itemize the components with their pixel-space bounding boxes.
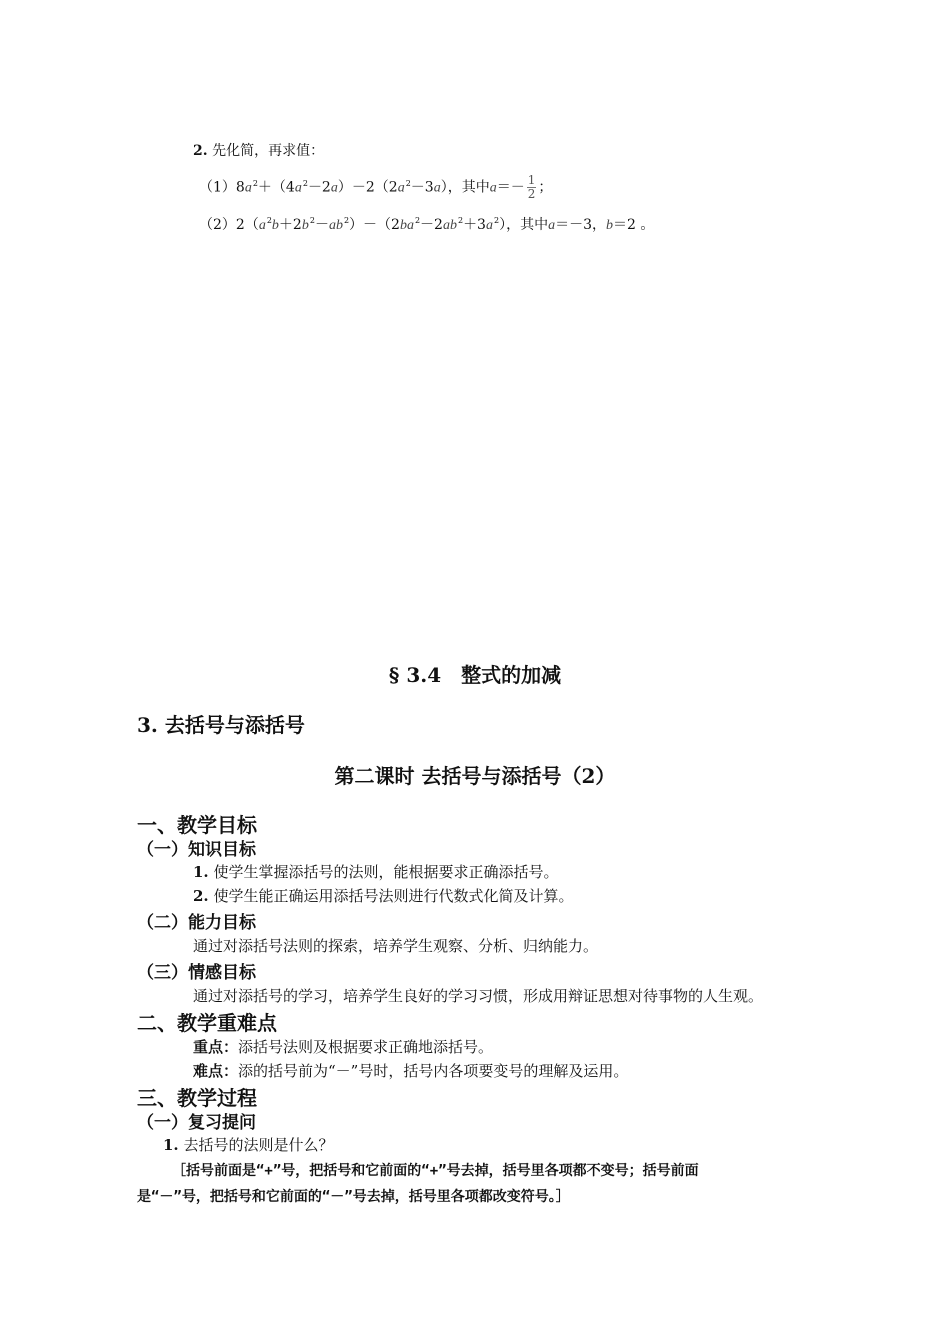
var-b: b — [271, 218, 279, 233]
expr-text: ＝－3， — [555, 217, 606, 233]
question-number: 1. — [163, 1136, 179, 1154]
difficulty-line — [193, 1060, 628, 1081]
emotion-heading: （三）情感目标 — [137, 963, 256, 983]
expr-text: － — [314, 217, 329, 233]
expr-text: －2 — [420, 217, 443, 233]
exponent: 2 — [343, 216, 350, 226]
problem-2-part-1 — [199, 174, 552, 201]
ability-heading: （二）能力目标 — [137, 913, 256, 933]
expr-text: （2）2（ — [199, 217, 259, 233]
knowledge-heading: （一）知识目标 — [137, 840, 256, 860]
exponent: 2 — [266, 216, 272, 226]
exponent: 2 — [405, 178, 411, 188]
var-a: a — [258, 218, 266, 233]
expr-text: －3 — [410, 179, 434, 196]
exponent: 2 — [302, 178, 308, 188]
item-text: 使学生能正确运用添括号法则进行代数式化简及计算。 — [213, 887, 574, 905]
item-text: 使学生掌握添括号的法则，能根据要求正确添括号。 — [213, 863, 559, 881]
fraction-denominator: 2 — [527, 187, 536, 201]
problem-2-part-2 — [199, 214, 654, 234]
focus-label: 重点： — [193, 1038, 239, 1056]
ability-text: 通过对添括号法则的探索，培养学生观察、分析、归纳能力。 — [193, 937, 599, 955]
var-b: b — [399, 218, 407, 233]
var-a: a — [244, 180, 252, 196]
expr-text: ＝－ — [496, 179, 525, 196]
var-a: a — [485, 218, 493, 233]
expr-text: （1）8 — [199, 179, 245, 196]
var-a: a — [328, 218, 336, 233]
problem-stem-text: 先化简，再求值： — [212, 143, 325, 159]
fraction-numerator: 1 — [527, 173, 536, 187]
focus-text: 添括号法则及根据要求正确地添括号。 — [238, 1038, 494, 1056]
var-b: b — [301, 218, 309, 233]
fraction — [527, 174, 537, 201]
emotion-text: 通过对添括号的学习，培养学生良好的学习习惯，形成用辩证思想对待事物的人生观。 — [193, 987, 764, 1005]
knowledge-item — [193, 861, 558, 882]
difficulty-label: 难点： — [193, 1062, 239, 1080]
objectives-heading: 一、教学目标 — [137, 813, 257, 837]
review-question — [163, 1134, 333, 1155]
expr-text: ＋2 — [278, 217, 302, 233]
var-b: b — [606, 218, 613, 233]
item-number: 2. — [193, 887, 209, 905]
review-heading: （一）复习提问 — [137, 1113, 256, 1133]
expr-text: －2 — [307, 179, 331, 196]
section-title: § 3.4 整式的加减 — [388, 663, 562, 687]
expr-text: ），其中 — [440, 179, 490, 196]
expr-text: ）－2（2 — [337, 179, 398, 196]
expr-text: ），其中 — [499, 217, 549, 233]
key-points-heading: 二、教学重难点 — [137, 1011, 277, 1035]
problem-2-stem — [193, 140, 324, 160]
var-a: a — [548, 218, 556, 233]
exponent: 2 — [252, 178, 258, 188]
expr-text: ＋（4 — [257, 179, 295, 196]
exponent: 2 — [414, 216, 421, 226]
review-answer-line-1: ［括号前面是“+”号，把括号和它前面的“+”号去掉，括号里各项都不变号；括号前面 — [172, 1163, 699, 1179]
item-number: 1. — [193, 863, 209, 881]
knowledge-item — [193, 885, 573, 906]
difficulty-text: 添的括号前为“－”号时，括号内各项要变号的理解及运用。 — [238, 1062, 629, 1080]
var-a: a — [330, 180, 338, 196]
process-heading: 三、教学过程 — [137, 1086, 257, 1110]
var-a: a — [442, 218, 450, 233]
question-text: 去括号的法则是什么？ — [183, 1136, 334, 1154]
var-a: a — [397, 180, 405, 196]
var-b: b — [335, 218, 343, 233]
exponent: 2 — [493, 216, 500, 226]
var-a: a — [406, 218, 414, 233]
exponent: 2 — [309, 216, 315, 226]
subsection-title: 3. 去括号与添括号 — [137, 713, 305, 737]
var-a: a — [489, 180, 497, 196]
var-b: b — [449, 218, 457, 233]
var-a: a — [294, 180, 302, 196]
exponent: 2 — [457, 216, 464, 226]
expr-text: ； — [538, 179, 553, 196]
expr-text: ＝2 。 — [613, 217, 655, 233]
focus-line — [193, 1036, 493, 1057]
lesson-title: 第二课时 去括号与添括号（2） — [334, 764, 616, 788]
expr-text: ）－（2 — [349, 217, 400, 233]
var-a: a — [433, 180, 441, 196]
review-answer-line-2: 是“－”号，把括号和它前面的“－”号去掉，括号里各项都改变符号。］ — [137, 1189, 570, 1205]
problem-number: 2. — [193, 143, 208, 159]
expr-text: ＋3 — [463, 217, 486, 233]
